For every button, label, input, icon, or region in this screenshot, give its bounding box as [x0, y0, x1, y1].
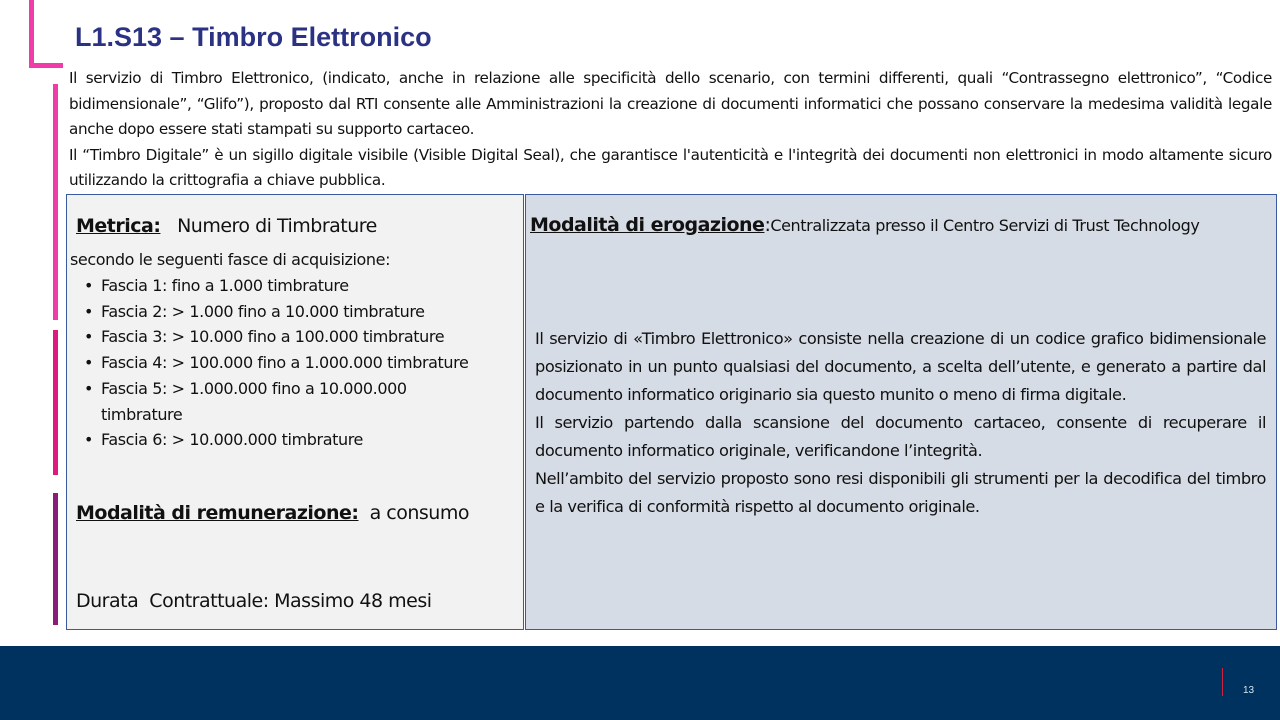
accent-bar-magenta — [53, 330, 58, 475]
remuneration-label: Modalità di remunerazione: — [76, 502, 359, 524]
tier-text: Fascia 6: > 10.000.000 timbrature — [101, 430, 363, 450]
bullet-icon: • — [84, 378, 94, 398]
tier-item — [81, 324, 511, 350]
footer-divider — [1222, 668, 1223, 696]
tier-item — [81, 273, 511, 299]
bullet-icon: • — [84, 430, 94, 450]
tiers-list — [81, 273, 511, 453]
tier-text: Fascia 5: > 1.000.000 fino a 10.000.000 timbrature — [101, 378, 407, 424]
tiers-intro: secondo le seguenti fasce di acquisizione: — [70, 250, 391, 269]
duration-label: Durata Contrattuale: — [76, 590, 269, 612]
delivery-colon: : — [764, 214, 771, 236]
description-paragraph: Nell’ambito del servizio proposto sono resi disponibili gli strumenti per la decodifica del timbro e la verifica di conformità rispetto al documento originale. — [535, 469, 1266, 516]
duration-value: Massimo 48 mesi — [274, 590, 432, 612]
service-description — [535, 325, 1266, 521]
tier-text: Fascia 3: > 10.000 fino a 100.000 timbrature — [101, 327, 445, 347]
delivery-label: Modalità di erogazione — [530, 214, 765, 236]
bullet-icon: • — [84, 301, 94, 321]
slide-title: L1.S13 – Timbro Elettronico — [75, 22, 432, 52]
intro-paragraph: Il servizio di Timbro Elettronico, (indicato, anche in relazione alle specificità dello scenario, con termini differenti, quali “Contrassegno elettronico”, “Codice bidimensionale”, “Glifo”), proposto dal RTI consente alle Amministrazioni la creazione di documenti informatici che possano conservare la medesima validità legale anche dopo essere stati stampati su supporto cartaceo. — [69, 69, 1272, 138]
delivery-box — [525, 194, 1277, 630]
tier-item — [81, 350, 511, 376]
remuneration-row — [76, 502, 469, 524]
page-number: 13 — [1243, 685, 1255, 696]
delivery-value: Centralizzata presso il Centro Servizi di Trust Technology — [770, 216, 1200, 235]
description-paragraph: Il servizio di «Timbro Elettronico» consiste nella creazione di un codice grafico bidimensionale posizionato in un punto qualsiasi del documento, a scelta dell’utente, e generato a partire dal documento informatico originario sia questo munito o meno di firma digitale. — [535, 329, 1266, 404]
delivery-row — [530, 214, 1199, 236]
bullet-icon: • — [84, 327, 94, 347]
accent-bar-purple — [53, 493, 58, 625]
tier-text: Fascia 4: > 100.000 fino a 1.000.000 timbrature — [101, 353, 469, 373]
intro-paragraph: Il “Timbro Digitale” è un sigillo digitale visibile (Visible Digital Seal), che garantisce l'autenticità e l'integrità dei documenti non elettronici in modo altamente sicuro utilizzando la crittografia a chiave pubblica. — [69, 145, 1272, 189]
description-paragraph: Il servizio partendo dalla scansione del documento cartaceo, consente di recuperare il documento informatico originale, verificandone l’integrità. — [535, 413, 1266, 460]
title-bracket-vertical — [29, 0, 34, 68]
footer-bar — [0, 646, 1280, 720]
tier-item — [81, 299, 511, 325]
tier-item — [81, 376, 441, 427]
bullet-icon: • — [84, 276, 94, 295]
intro-text — [69, 66, 1272, 194]
remuneration-value: a consumo — [369, 502, 469, 524]
metric-label: Metrica: — [76, 215, 161, 237]
tier-item — [81, 427, 511, 453]
metric-row — [76, 215, 377, 237]
tier-text: Fascia 1: fino a 1.000 timbrature — [101, 276, 349, 295]
metrics-box — [66, 194, 524, 630]
metric-value: Numero di Timbrature — [177, 215, 377, 237]
title-bracket-horizontal — [29, 63, 63, 68]
bullet-icon: • — [84, 353, 94, 373]
accent-bar-pink — [53, 84, 58, 320]
tier-text: Fascia 2: > 1.000 fino a 10.000 timbrature — [101, 301, 425, 321]
duration-row — [76, 590, 432, 612]
